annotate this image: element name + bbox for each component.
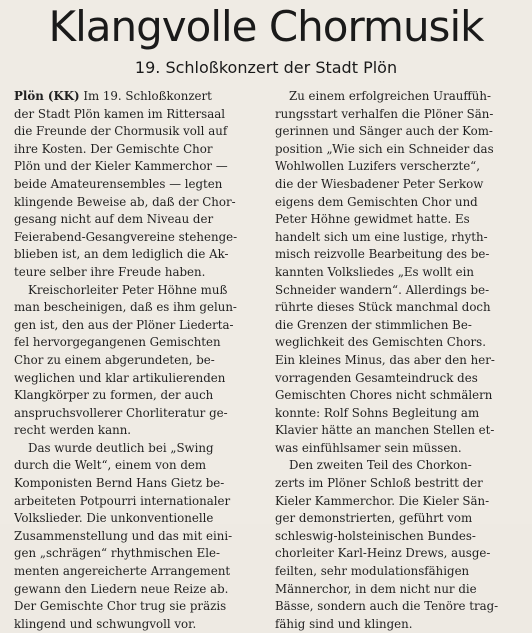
text-line: Komponisten Bernd Hans Gietz be- (14, 476, 225, 491)
text-line: die Grenzen der stimmlichen Be- (275, 317, 472, 332)
text-line: ihre Kosten. Der Gemischte Chor (14, 141, 213, 156)
text-line: Feierabend-Gesangvereine stehenge- (14, 229, 238, 244)
text-line: recht werden kann. (14, 423, 132, 438)
text-line: schleswig-holsteinischen Bundes- (275, 528, 476, 543)
text-line: man bescheinigen, daß es ihm gelun- (14, 300, 237, 315)
text-line: Wohlwollen Luzifers verscherzte“, (275, 159, 480, 174)
text-line: Zu einem erfolgreichen Urauffüh- (289, 89, 491, 103)
text-line: Zusammenstellung und das mit eini- (14, 528, 233, 543)
text-line: klingend und schwungvoll vor. (14, 616, 197, 631)
text-line (14, 88, 255, 106)
text-line: Männerchor, in dem nicht nur die (275, 581, 477, 596)
headline: Klangvolle Chormusik (48, 2, 484, 51)
text-line: blieben ist, an dem lediglich die Ak- (14, 247, 229, 262)
text-line: Gemischten Chores nicht schmälern (275, 388, 493, 403)
text-line: menten angereicherte Arrangement (14, 564, 231, 579)
text-line: Schneider wandern“. Allerdings be- (275, 282, 490, 297)
text-line: Klangkörper zu formen, der auch (14, 388, 214, 403)
text-line-rest: Im 19. Schloßkonzert (79, 89, 212, 103)
text-line: eigens dem Gemischten Chor und (275, 194, 478, 209)
text-line: fel hervorgegangenen Gemischten (14, 335, 221, 350)
text-line: Klavier hätte an manchen Stellen et- (275, 423, 495, 438)
text-line: rungsstart verhalfen die Plöner Sän- (275, 106, 494, 121)
text-line: Kreischorleiter Peter Höhne muß (28, 282, 228, 297)
text-line: Plön und der Kieler Kammerchor — (14, 159, 228, 174)
text-line: rührte dieses Stück manchmal doch (275, 300, 491, 315)
text-line: Volkslieder. Die unkonventionelle (14, 511, 214, 526)
text-line: die Freunde der Chormusik voll auf (14, 124, 228, 139)
dateline: Plön (KK) (14, 89, 80, 103)
text-line: handelt sich um eine lustige, rhyth- (275, 229, 488, 244)
text-line: feilten, sehr modulationsfähigen (275, 564, 470, 579)
text-line: Bässe, sondern auch die Tenöre trag- (275, 599, 499, 614)
text-line: gen „schrägen“ rhythmischen Ele- (14, 546, 220, 561)
text-line: Kieler Kammerchor. Die Kieler Sän- (275, 493, 490, 508)
text-line: durch die Welt“, einem von dem (14, 458, 207, 473)
text-line: vorragenden Gesamteindruck des (275, 370, 478, 385)
left-column (14, 88, 255, 633)
text-line: weglichkeit des Gemischten Chors. (275, 335, 486, 350)
text-line: Ein kleines Minus, das aber den her- (275, 352, 495, 367)
text-line: zerts im Plöner Schloß bestritt der (275, 476, 483, 491)
text-line: beide Amateurensembles — legten (14, 176, 223, 191)
text-line: Den zweiten Teil des Chorkon- (289, 458, 472, 473)
text-line: chorleiter Karl-Heinz Drews, ausge- (275, 546, 491, 561)
text-line: gen ist, den aus der Plöner Liedertа- (14, 317, 234, 332)
text-line: Der Gemischte Chor trug sie präzis (14, 599, 227, 614)
text-line: Peter Höhne gewidmet hatte. Es (275, 212, 470, 227)
text-line: was einfühlsamer sein müssen. (275, 440, 462, 455)
text-line: Chor zu einem abgerundeten, be- (14, 352, 215, 367)
text-line: kannten Volksliedes „Es wollt ein (275, 264, 474, 279)
text-line: Das wurde deutlich bei „Swing (28, 440, 214, 455)
text-line: weglichen und klar artikulierenden (14, 370, 226, 385)
subheadline: 19. Schloßkonzert der Stadt Plön (134, 58, 398, 77)
text-line: position „Wie sich ein Schneider das (275, 141, 494, 156)
text-line: misch reizvolle Bearbeitung des be- (275, 247, 490, 262)
text-line: gewann den Liedern neue Reize ab. (14, 581, 229, 596)
text-line: die der Wiesbadener Peter Serkow (275, 176, 484, 191)
text-line: ger demonstrierten, geführt vom (275, 511, 473, 526)
text-line: arbeiteten Potpourri internationaler (14, 493, 231, 508)
text-line: gesang nicht auf dem Niveau der (14, 212, 214, 227)
text-line: anspruchsvollerer Chorliteratur ge- (14, 405, 228, 420)
text-line: fähig sind und klingen. (275, 616, 413, 631)
text-line: teure selber ihre Freude haben. (14, 264, 206, 279)
text-line: der Stadt Plön kamen im Rittersaal (14, 106, 226, 121)
text-line: konnte: Rolf Sohns Begleitung am (275, 405, 480, 420)
text-line: klingende Beweise ab, daß der Chor- (14, 194, 236, 209)
right-column (275, 88, 516, 633)
text-line: gerinnen und Sänger auch der Kom- (275, 124, 493, 139)
